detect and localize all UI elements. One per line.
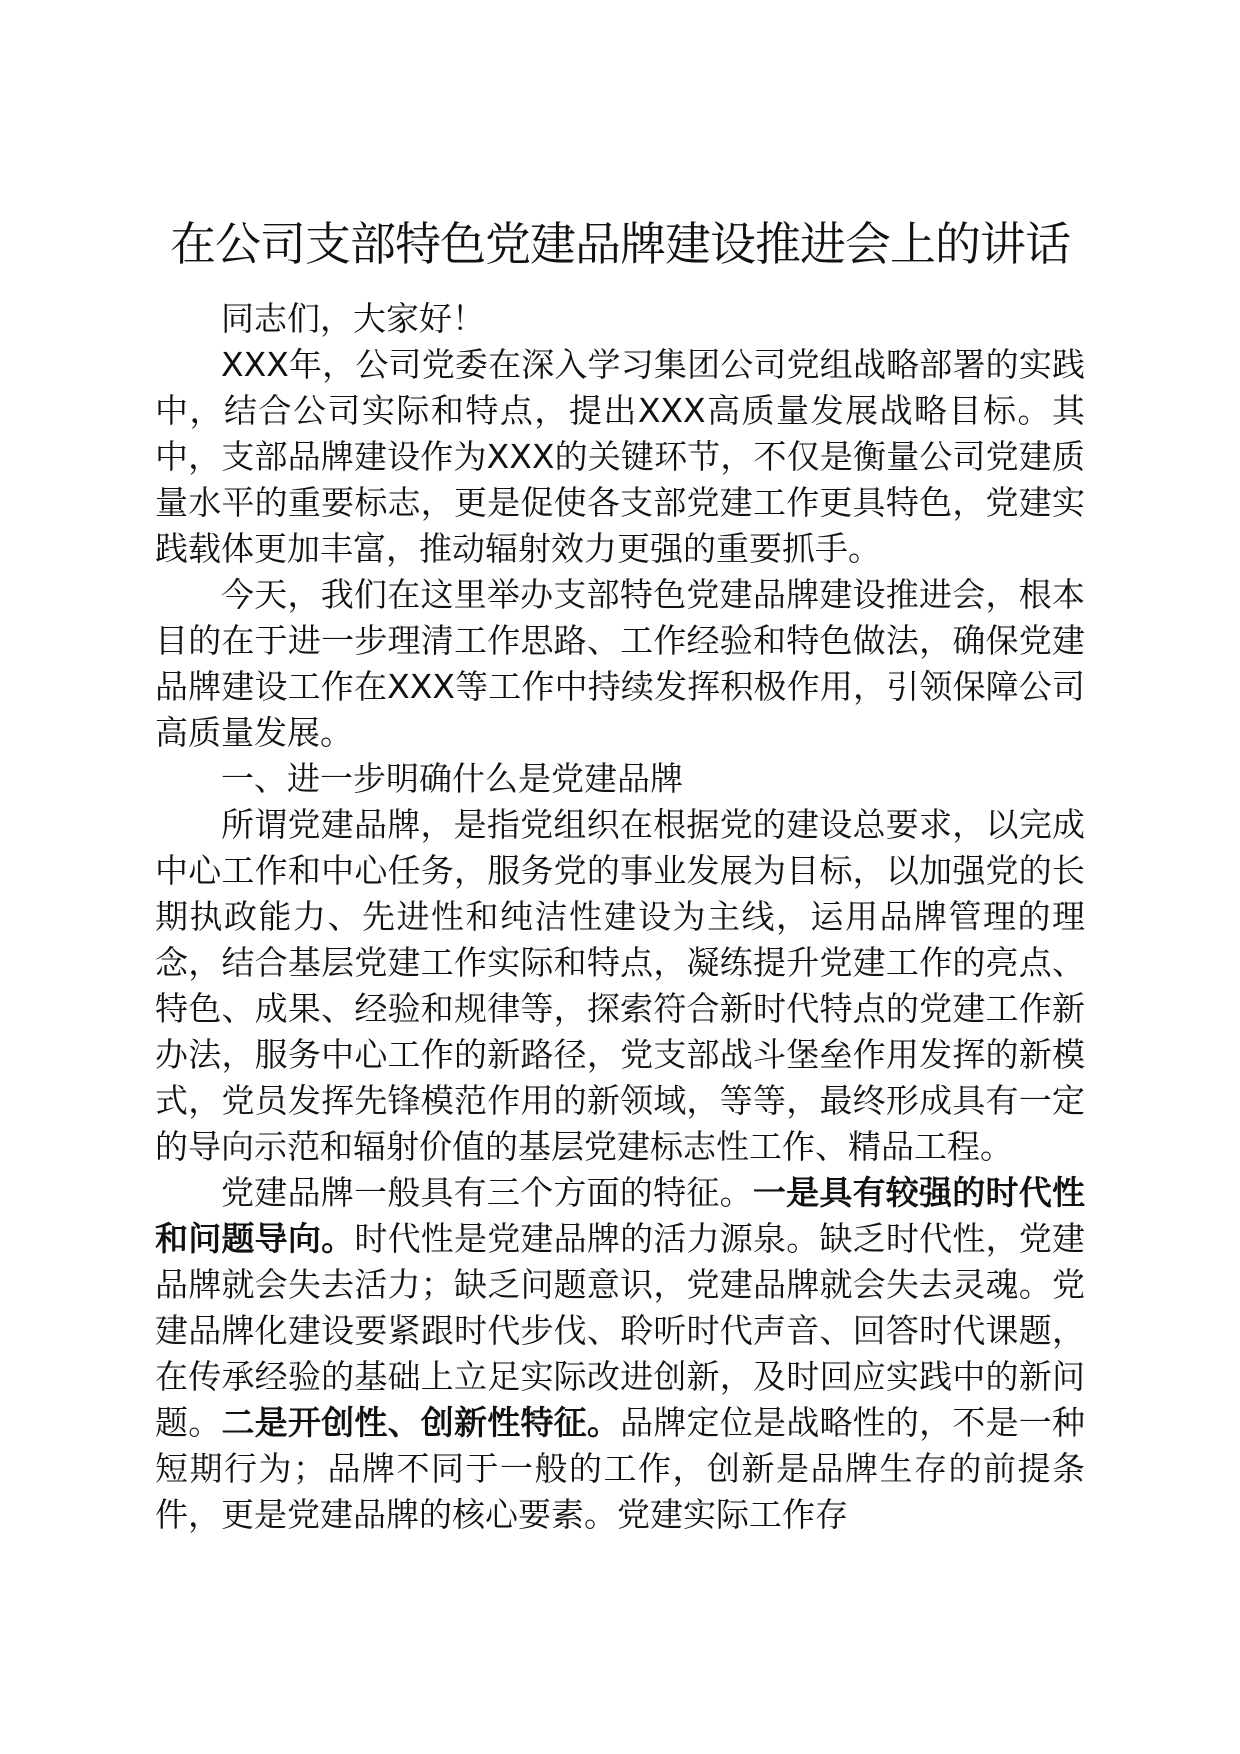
paragraph-1: XXX年，公司党委在深入学习集团公司党组战略部署的实践中，结合公司实际和特点，提出XXX高质量发展战略目标。其中，支部品牌建设作为XXX的关键环节，不仅是衡量公司党建质量水平的重要标志，更是促使各支部党建工作更具特色，党建实践载体更加丰富，推动辐射效力更强的重要抓手。 bbox=[155, 345, 1085, 568]
document-title: 在公司支部特色党建品牌建设推进会上的讲话 bbox=[170, 217, 1070, 271]
paragraph-4-intro: 党建品牌一般具有三个方面的特征。 bbox=[221, 1173, 753, 1212]
feature-1-heading: 一是具有较强的时代性和问题导向。 bbox=[155, 1173, 1086, 1258]
paragraph-3: 所谓党建品牌，是指党组织在根据党的建设总要求，以完成中心工作和中心任务，服务党的事业发展为目标，以加强党的长期执政能力、先进性和纯洁性建设为主线，运用品牌管理的理念，结合基层党建工作实际和特点，凝练提升党建工作的亮点、特色、成果、经验和规律等，探索符合新时代特点的党建工作新办法，服务中心工作的新路径，党支部战斗堡垒作用发挥的新模式，党员发挥先锋模范作用的新领域，等等，最终形成具有一定的导向示范和辐射价值的基层党建标志性工作、精品工程。 bbox=[155, 805, 1085, 1166]
section-heading-1: 一、进一步明确什么是党建品牌 bbox=[221, 759, 683, 798]
paragraph-2: 今天，我们在这里举办支部特色党建品牌建设推进会，根本目的在于进一步理清工作思路、工作经验和特色做法，确保党建品牌建设工作在XXX等工作中持续发挥积极作用，引领保障公司高质量发展。 bbox=[155, 575, 1085, 752]
feature-1-text: 时代性是党建品牌的活力源泉。缺乏时代性，党建品牌就会失去活力；缺乏问题意识，党建品牌就会失去灵魂。党建品牌化建设要紧跟时代步伐、聆听时代声音、回答时代课题，在传承经验的基础上立足实际改进创新，及时回应实践中的新问题。 bbox=[155, 1219, 1086, 1442]
document-page bbox=[155, 212, 1085, 1538]
greeting: 同志们，大家好！ bbox=[221, 299, 485, 338]
paragraph-4 bbox=[155, 1170, 1085, 1538]
feature-2-text: 品牌定位是战略性的，不是一种短期行为；品牌不同于一般的工作，创新是品牌生存的前提条件，更是党建品牌的核心要素。党建实际工作存 bbox=[155, 1403, 1086, 1534]
feature-2-heading: 二是开创性、创新性特征。 bbox=[221, 1403, 621, 1442]
